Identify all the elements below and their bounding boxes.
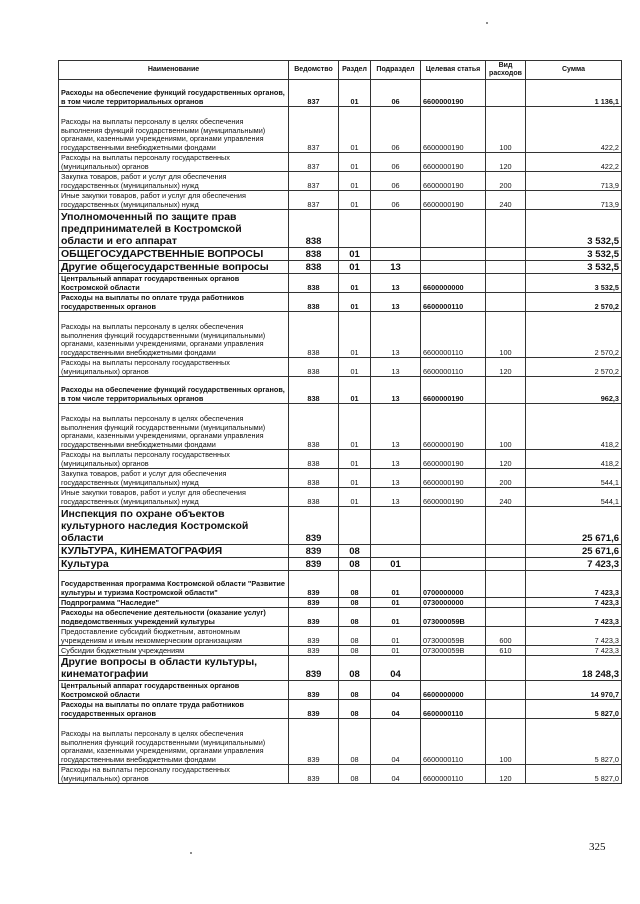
table-row <box>59 598 622 608</box>
row-section: 01 <box>339 80 371 107</box>
table-row <box>59 248 622 261</box>
row-expense-type: 120 <box>486 358 526 377</box>
row-section: 08 <box>339 681 371 700</box>
row-target-article <box>421 545 486 558</box>
table-row <box>59 608 622 627</box>
row-subsection: 13 <box>371 469 421 488</box>
row-department: 838 <box>289 358 339 377</box>
row-expense-type <box>486 210 526 248</box>
row-amount: 2 570,2 <box>526 358 622 377</box>
table-row <box>59 261 622 274</box>
row-target-article: 6600000110 <box>421 312 486 358</box>
row-expense-type <box>486 656 526 681</box>
table-body <box>59 80 622 784</box>
row-expense-type: 240 <box>486 191 526 210</box>
row-section: 01 <box>339 469 371 488</box>
table-row <box>59 507 622 545</box>
row-subsection: 01 <box>371 571 421 598</box>
row-subsection: 04 <box>371 719 421 765</box>
row-section: 01 <box>339 172 371 191</box>
row-department: 839 <box>289 627 339 646</box>
row-subsection: 13 <box>371 404 421 450</box>
table-row <box>59 191 622 210</box>
row-target-article: 6600000110 <box>421 358 486 377</box>
row-amount: 5 827,0 <box>526 765 622 784</box>
table-row <box>59 558 622 571</box>
table-row <box>59 377 622 404</box>
row-department: 839 <box>289 719 339 765</box>
row-department: 837 <box>289 172 339 191</box>
row-amount: 962,3 <box>526 377 622 404</box>
row-department: 838 <box>289 293 339 312</box>
row-name: Расходы на выплаты персоналу государственных (муниципальных) органов <box>59 153 289 172</box>
table-row <box>59 681 622 700</box>
table-row <box>59 469 622 488</box>
row-section: 08 <box>339 656 371 681</box>
row-name: Расходы на выплаты персоналу в целях обеспечения выполнения функций государственными (муниципальными) органами, казенными учреждениями, органами управления государственными внебюджетными фондами <box>59 404 289 450</box>
row-expense-type: 610 <box>486 646 526 656</box>
row-subsection: 13 <box>371 358 421 377</box>
row-name: Центральный аппарат государственных органов Костромской области <box>59 681 289 700</box>
row-subsection: 13 <box>371 293 421 312</box>
row-section: 01 <box>339 153 371 172</box>
row-subsection: 01 <box>371 608 421 627</box>
row-department: 838 <box>289 377 339 404</box>
row-subsection: 04 <box>371 765 421 784</box>
row-name: Расходы на обеспечение функций государственных органов, в том числе территориальных органов <box>59 377 289 404</box>
row-expense-type <box>486 248 526 261</box>
row-amount: 3 532,5 <box>526 261 622 274</box>
row-expense-type <box>486 681 526 700</box>
row-target-article: 6600000110 <box>421 700 486 719</box>
row-name: Расходы на обеспечение функций государственных органов, в том числе территориальных органов <box>59 80 289 107</box>
row-section: 01 <box>339 488 371 507</box>
budget-table <box>58 60 622 784</box>
row-expense-type: 120 <box>486 765 526 784</box>
table-row <box>59 274 622 293</box>
row-section <box>339 210 371 248</box>
header-target-article: Целевая статья <box>421 61 486 80</box>
row-subsection: 13 <box>371 312 421 358</box>
row-name: Уполномоченный по защите прав предпринимателей в Костромской области и его аппарат <box>59 210 289 248</box>
row-section: 01 <box>339 293 371 312</box>
row-department: 839 <box>289 598 339 608</box>
row-subsection: 06 <box>371 191 421 210</box>
row-target-article: 6600000190 <box>421 153 486 172</box>
row-name: Расходы на выплаты по оплате труда работников государственных органов <box>59 700 289 719</box>
row-amount: 3 532,5 <box>526 274 622 293</box>
row-name: Иные закупки товаров, работ и услуг для обеспечения государственных (муниципальных) нужд <box>59 191 289 210</box>
row-amount: 418,2 <box>526 404 622 450</box>
table-row <box>59 404 622 450</box>
row-target-article <box>421 261 486 274</box>
row-name: Культура <box>59 558 289 571</box>
row-target-article <box>421 507 486 545</box>
row-department: 839 <box>289 545 339 558</box>
row-name: Государственная программа Костромской области "Развитие культуры и туризма Костромской области" <box>59 571 289 598</box>
row-section: 08 <box>339 719 371 765</box>
table-row <box>59 488 622 507</box>
row-name: Расходы на выплаты по оплате труда работников государственных органов <box>59 293 289 312</box>
row-amount: 3 532,5 <box>526 210 622 248</box>
row-target-article: 6600000000 <box>421 681 486 700</box>
table-row <box>59 646 622 656</box>
row-section: 08 <box>339 608 371 627</box>
header-department: Ведомство <box>289 61 339 80</box>
row-expense-type <box>486 293 526 312</box>
header-amount: Сумма <box>526 61 622 80</box>
row-department: 838 <box>289 404 339 450</box>
header-name: Наименование <box>59 61 289 80</box>
row-name: ОБЩЕГОСУДАРСТВЕННЫЕ ВОПРОСЫ <box>59 248 289 261</box>
row-target-article: 6600000190 <box>421 488 486 507</box>
row-section: 08 <box>339 598 371 608</box>
row-subsection: 13 <box>371 450 421 469</box>
row-section: 01 <box>339 191 371 210</box>
row-name: Расходы на выплаты персоналу государственных (муниципальных) органов <box>59 765 289 784</box>
row-section: 08 <box>339 627 371 646</box>
row-target-article: 6600000190 <box>421 191 486 210</box>
row-amount: 1 136,1 <box>526 80 622 107</box>
row-subsection <box>371 507 421 545</box>
row-department: 838 <box>289 450 339 469</box>
row-name: Закупка товаров, работ и услуг для обеспечения государственных (муниципальных) нужд <box>59 469 289 488</box>
row-section: 01 <box>339 450 371 469</box>
row-expense-type <box>486 261 526 274</box>
row-section: 08 <box>339 765 371 784</box>
row-target-article: 6600000190 <box>421 450 486 469</box>
row-expense-type: 200 <box>486 469 526 488</box>
row-expense-type <box>486 274 526 293</box>
row-department: 837 <box>289 107 339 153</box>
row-subsection: 13 <box>371 274 421 293</box>
row-expense-type <box>486 507 526 545</box>
row-amount: 7 423,3 <box>526 558 622 571</box>
row-subsection: 01 <box>371 646 421 656</box>
table-row <box>59 153 622 172</box>
row-target-article: 6600000190 <box>421 80 486 107</box>
row-name: Центральный аппарат государственных органов Костромской области <box>59 274 289 293</box>
row-target-article: 6600000190 <box>421 172 486 191</box>
row-department: 837 <box>289 153 339 172</box>
row-expense-type: 600 <box>486 627 526 646</box>
row-section <box>339 507 371 545</box>
row-amount: 7 423,3 <box>526 598 622 608</box>
row-expense-type <box>486 545 526 558</box>
row-subsection: 13 <box>371 377 421 404</box>
table-row <box>59 545 622 558</box>
row-department: 837 <box>289 80 339 107</box>
table-row <box>59 719 622 765</box>
row-department: 839 <box>289 571 339 598</box>
row-department: 839 <box>289 608 339 627</box>
table-row <box>59 627 622 646</box>
row-subsection: 04 <box>371 700 421 719</box>
row-department: 838 <box>289 210 339 248</box>
row-section: 01 <box>339 404 371 450</box>
row-name: КУЛЬТУРА, КИНЕМАТОГРАФИЯ <box>59 545 289 558</box>
row-subsection: 01 <box>371 558 421 571</box>
row-name: Субсидии бюджетным учреждениям <box>59 646 289 656</box>
table-header-row <box>59 61 622 80</box>
row-expense-type <box>486 700 526 719</box>
row-department: 839 <box>289 700 339 719</box>
row-target-article: 6600000110 <box>421 293 486 312</box>
row-target-article: 6600000190 <box>421 469 486 488</box>
row-amount: 14 970,7 <box>526 681 622 700</box>
header-section: Раздел <box>339 61 371 80</box>
row-target-article: 073000059В <box>421 608 486 627</box>
row-target-article: 6600000000 <box>421 274 486 293</box>
row-expense-type: 100 <box>486 719 526 765</box>
row-department: 838 <box>289 261 339 274</box>
row-expense-type <box>486 80 526 107</box>
row-expense-type: 100 <box>486 107 526 153</box>
row-target-article: 0730000000 <box>421 598 486 608</box>
row-subsection: 01 <box>371 627 421 646</box>
row-name: Иные закупки товаров, работ и услуг для обеспечения государственных (муниципальных) нужд <box>59 488 289 507</box>
row-amount: 544,1 <box>526 488 622 507</box>
row-department: 839 <box>289 765 339 784</box>
row-department: 838 <box>289 248 339 261</box>
row-expense-type <box>486 558 526 571</box>
row-expense-type: 120 <box>486 153 526 172</box>
row-target-article: 6600000110 <box>421 765 486 784</box>
row-target-article: 6600000190 <box>421 377 486 404</box>
scan-speck <box>190 852 192 854</box>
table-row <box>59 358 622 377</box>
row-expense-type: 100 <box>486 312 526 358</box>
row-expense-type <box>486 598 526 608</box>
table-row <box>59 107 622 153</box>
row-subsection <box>371 545 421 558</box>
row-amount: 2 570,2 <box>526 312 622 358</box>
row-amount: 7 423,3 <box>526 571 622 598</box>
row-amount: 713,9 <box>526 191 622 210</box>
row-name: Подпрограмма "Наследие" <box>59 598 289 608</box>
row-subsection: 06 <box>371 153 421 172</box>
header-subsection: Подраздел <box>371 61 421 80</box>
table-row <box>59 656 622 681</box>
row-amount: 25 671,6 <box>526 507 622 545</box>
row-amount: 7 423,3 <box>526 608 622 627</box>
row-section: 08 <box>339 646 371 656</box>
row-subsection: 13 <box>371 488 421 507</box>
row-department: 839 <box>289 558 339 571</box>
row-expense-type <box>486 571 526 598</box>
row-expense-type: 200 <box>486 172 526 191</box>
row-target-article <box>421 210 486 248</box>
row-expense-type <box>486 377 526 404</box>
row-amount: 5 827,0 <box>526 700 622 719</box>
row-name: Расходы на выплаты персоналу в целях обеспечения выполнения функций государственными (муниципальными) органами, казенными учреждениями, органами управления государственными внебюджетными фондами <box>59 719 289 765</box>
row-name: Другие вопросы в области культуры, кинематографии <box>59 656 289 681</box>
row-subsection: 13 <box>371 261 421 274</box>
table-row <box>59 210 622 248</box>
row-department: 838 <box>289 469 339 488</box>
row-department: 837 <box>289 191 339 210</box>
row-department: 839 <box>289 507 339 545</box>
scan-speck <box>486 22 488 24</box>
row-target-article <box>421 656 486 681</box>
row-amount: 713,9 <box>526 172 622 191</box>
row-department: 839 <box>289 646 339 656</box>
row-subsection: 04 <box>371 656 421 681</box>
row-amount: 18 248,3 <box>526 656 622 681</box>
table-row <box>59 312 622 358</box>
row-section: 01 <box>339 312 371 358</box>
row-name: Расходы на выплаты персоналу в целях обеспечения выполнения функций государственными (муниципальными) органами, казенными учреждениями, органами управления государственными внебюджетными фондами <box>59 312 289 358</box>
row-name: Расходы на обеспечение деятельности (оказание услуг) подведомственных учреждений культуры <box>59 608 289 627</box>
row-target-article: 073000059В <box>421 627 486 646</box>
row-section: 01 <box>339 274 371 293</box>
row-department: 838 <box>289 488 339 507</box>
row-target-article <box>421 558 486 571</box>
row-subsection: 04 <box>371 681 421 700</box>
row-department: 838 <box>289 274 339 293</box>
row-section: 08 <box>339 558 371 571</box>
row-section: 01 <box>339 107 371 153</box>
row-name: Расходы на выплаты персоналу государственных (муниципальных) органов <box>59 358 289 377</box>
row-amount: 7 423,3 <box>526 627 622 646</box>
row-section: 08 <box>339 571 371 598</box>
table-row <box>59 450 622 469</box>
row-amount: 25 671,6 <box>526 545 622 558</box>
table-row <box>59 765 622 784</box>
row-subsection: 06 <box>371 107 421 153</box>
row-name: Другие общегосударственные вопросы <box>59 261 289 274</box>
row-section: 01 <box>339 358 371 377</box>
row-subsection <box>371 248 421 261</box>
table-row <box>59 571 622 598</box>
row-section: 08 <box>339 545 371 558</box>
row-name: Расходы на выплаты персоналу в целях обеспечения выполнения функций государственными (муниципальными) органами, казенными учреждениями, органами управления государственными внебюджетными фондами <box>59 107 289 153</box>
table-row <box>59 80 622 107</box>
row-expense-type <box>486 608 526 627</box>
row-amount: 418,2 <box>526 450 622 469</box>
table-row <box>59 172 622 191</box>
page-number: 325 <box>589 841 606 853</box>
row-department: 839 <box>289 656 339 681</box>
row-target-article <box>421 248 486 261</box>
row-section: 01 <box>339 377 371 404</box>
row-name: Закупка товаров, работ и услуг для обеспечения государственных (муниципальных) нужд <box>59 172 289 191</box>
row-section: 08 <box>339 700 371 719</box>
row-section: 01 <box>339 261 371 274</box>
row-target-article: 6600000190 <box>421 107 486 153</box>
row-expense-type: 120 <box>486 450 526 469</box>
row-department: 839 <box>289 681 339 700</box>
row-amount: 422,2 <box>526 153 622 172</box>
row-subsection: 06 <box>371 172 421 191</box>
row-amount: 7 423,3 <box>526 646 622 656</box>
row-subsection: 06 <box>371 80 421 107</box>
row-target-article: 6600000110 <box>421 719 486 765</box>
row-expense-type: 100 <box>486 404 526 450</box>
table-row <box>59 293 622 312</box>
table-row <box>59 700 622 719</box>
row-target-article: 6600000190 <box>421 404 486 450</box>
row-amount: 2 570,2 <box>526 293 622 312</box>
row-subsection <box>371 210 421 248</box>
row-name: Инспекция по охране объектов культурного наследия Костромской области <box>59 507 289 545</box>
row-expense-type: 240 <box>486 488 526 507</box>
row-name: Предоставление субсидий бюджетным, автономным учреждениям и иным некоммерческим организациям <box>59 627 289 646</box>
row-name: Расходы на выплаты персоналу государственных (муниципальных) органов <box>59 450 289 469</box>
row-target-article: 073000059В <box>421 646 486 656</box>
row-section: 01 <box>339 248 371 261</box>
row-amount: 5 827,0 <box>526 719 622 765</box>
header-expense-type: Вид расходов <box>486 61 526 80</box>
row-department: 838 <box>289 312 339 358</box>
row-target-article: 0700000000 <box>421 571 486 598</box>
row-subsection: 01 <box>371 598 421 608</box>
row-amount: 544,1 <box>526 469 622 488</box>
row-amount: 422,2 <box>526 107 622 153</box>
row-amount: 3 532,5 <box>526 248 622 261</box>
